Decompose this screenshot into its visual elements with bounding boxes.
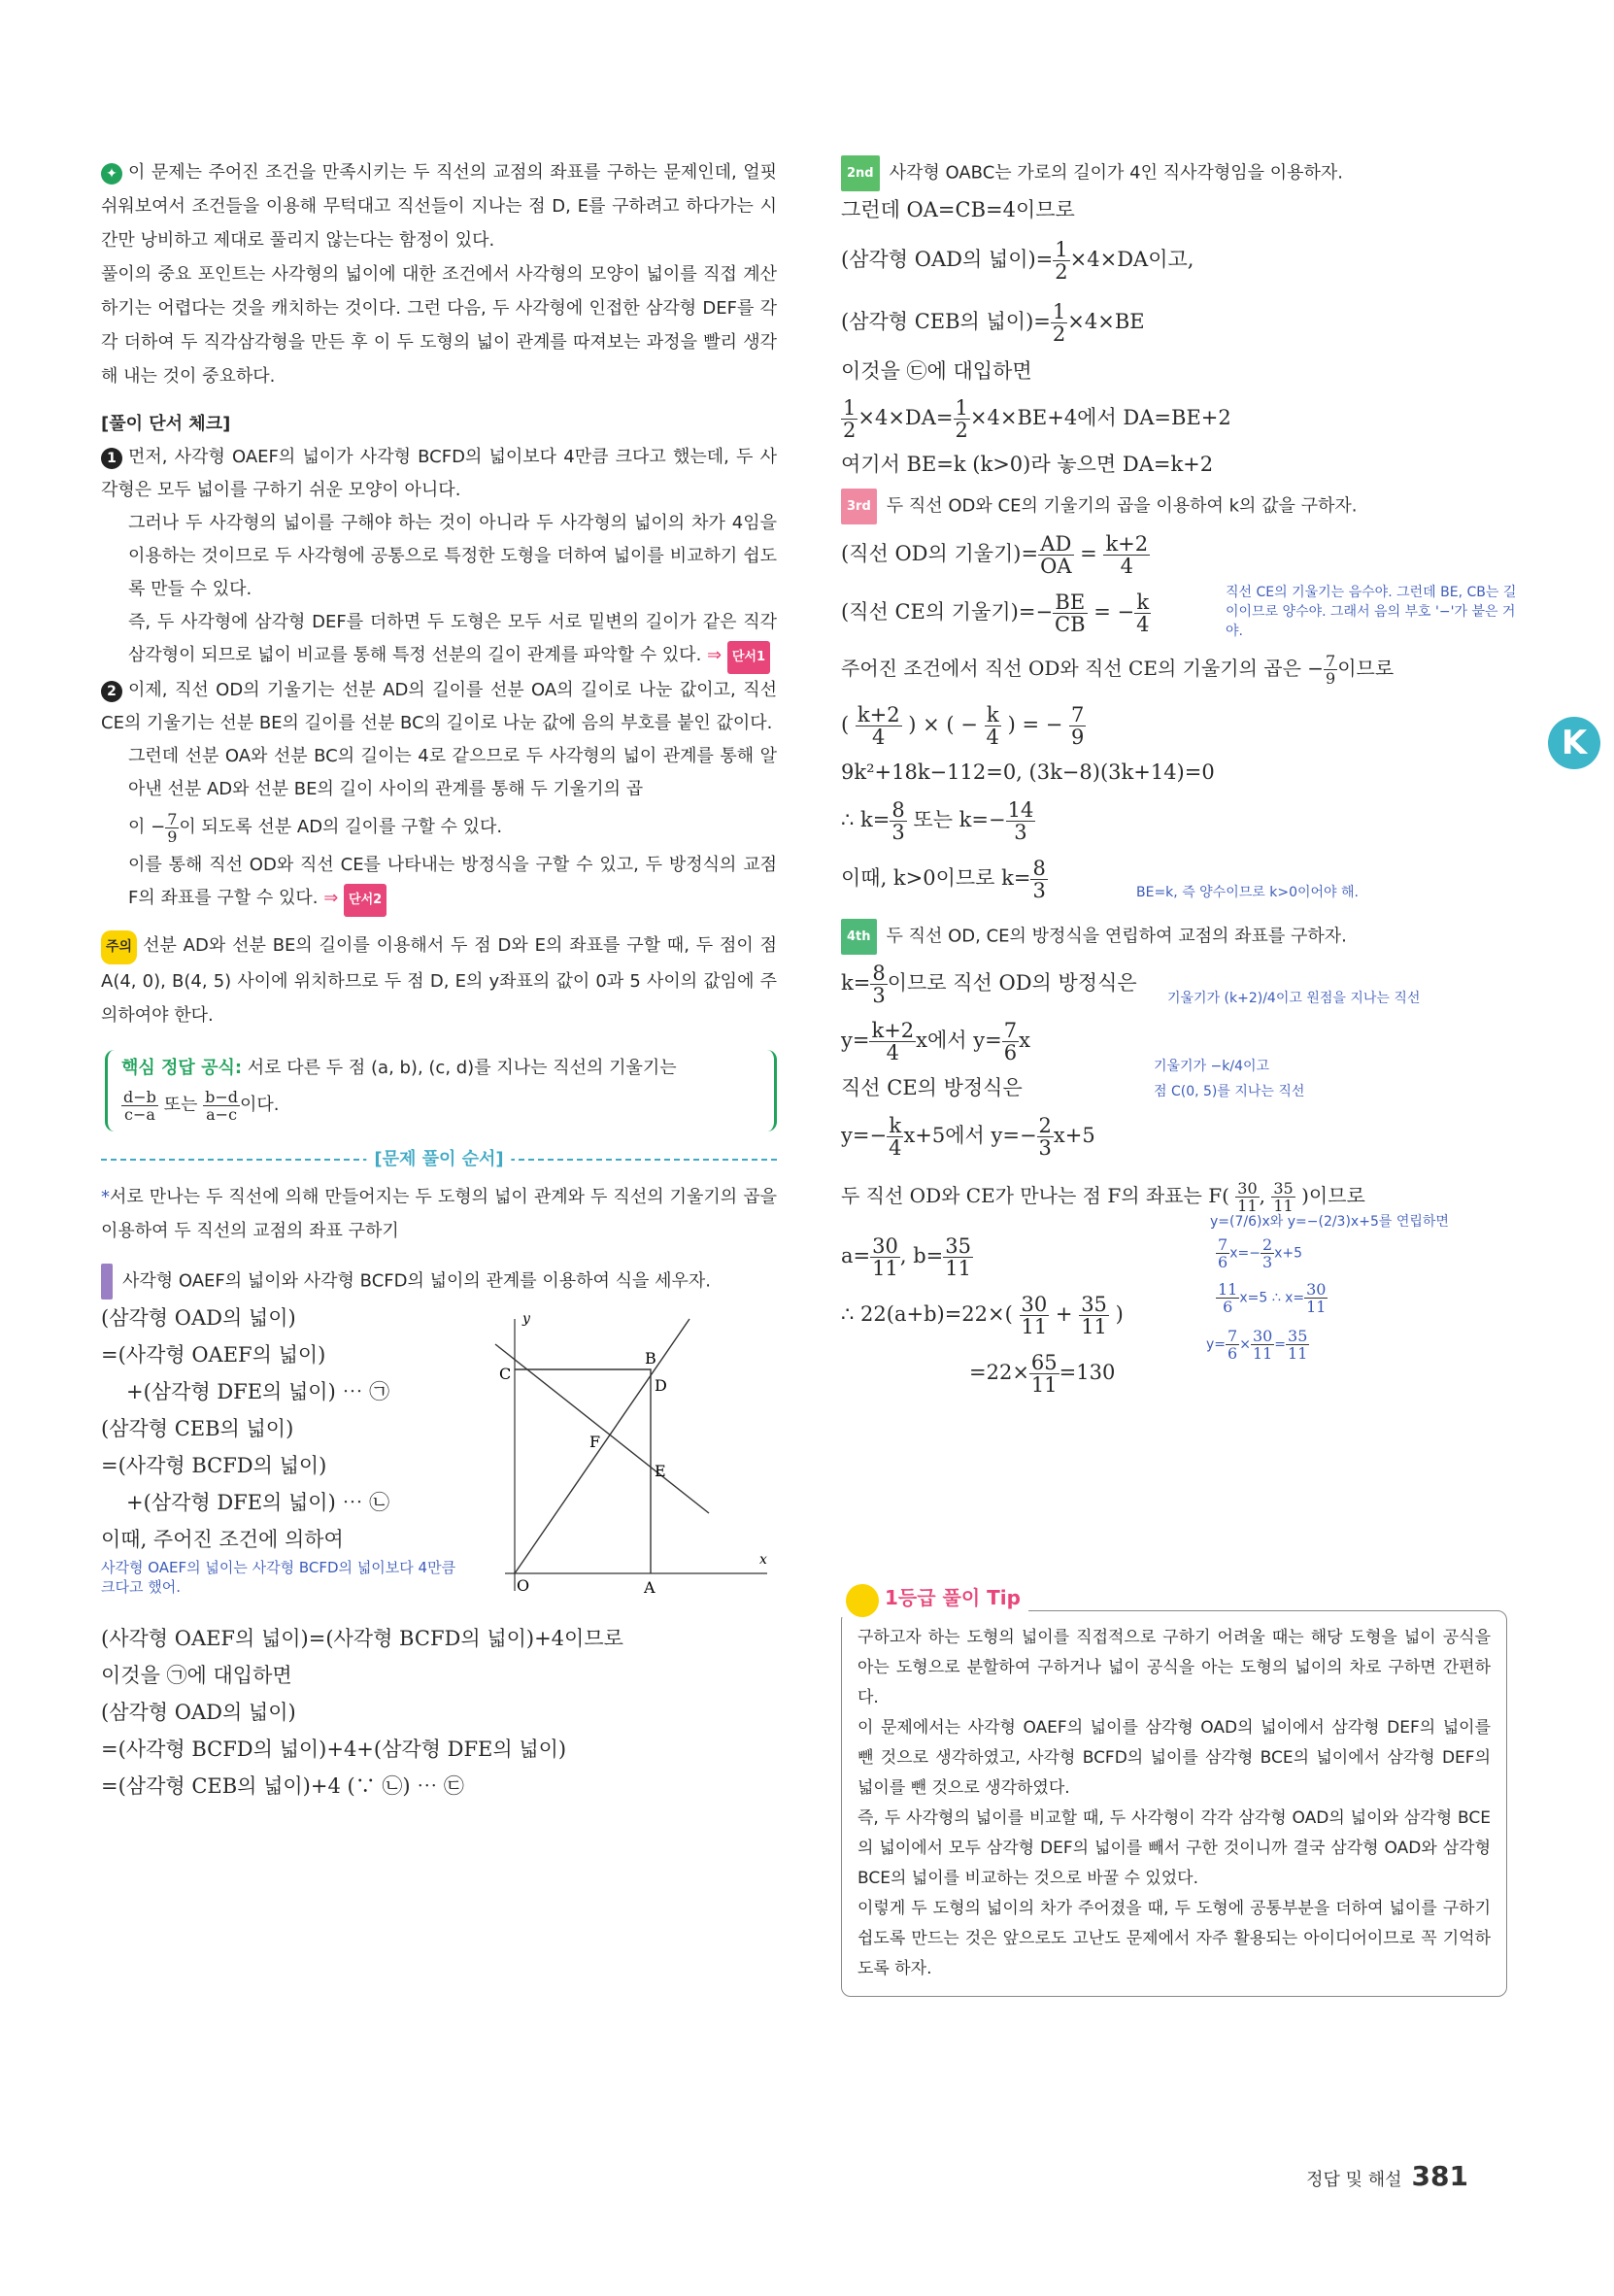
order-title: [문제 풀이 순서] <box>366 1145 511 1170</box>
intro-paragraph-2: 풀이의 중요 포인트는 사각형의 넓이에 대한 조건에서 사각형의 모양이 넓이를 직접 계산하기는 어렵다는 것을 캐치하는 것이다. 그런 다음, 두 사각형에 인접한 삼각형 DEF를 각각 더하여 두 직각삼각형을 만든 후 이 두 도형의 넓이 관계를 따져보는 과정을 빨리 생각해 내는 것이 중요하다. <box>101 264 777 387</box>
step3-note: 직선 CE의 기울기는 음수야. 그런데 BE, CB는 길이이므로 양수야. 그래서 음의 부호 '−'가 붙은 거야. <box>1226 585 1517 639</box>
step3-eq-4: 이때, k>0이므로 k= $\frac{8}{3}$ <box>841 857 1046 902</box>
y-label: y <box>522 1311 530 1327</box>
step1-line-9: 이것을 ㉠에 대입하면 <box>101 1664 292 1687</box>
point-f: F <box>589 1433 601 1451</box>
step1-line-2: =(사각형 OAEF의 넓이) <box>101 1343 326 1367</box>
line-od <box>515 1319 689 1573</box>
check-item-1a: 1 먼저, 사각형 OAEF의 넓이가 사각형 BCFD의 넓이보다 4만큼 크다고 했는데, 두 사각형은 모두 넓이를 구하기 쉬운 모양이 아니다. <box>101 447 777 500</box>
point-o: O <box>517 1576 530 1595</box>
step2-line-3: (삼각형 CEB의 넓이)= $\frac{1}{2}$ ×4×BE <box>841 300 1145 346</box>
point-a: A <box>644 1578 656 1597</box>
formula-fraction-1: $\frac{d-b}{c-a}$ <box>123 1087 156 1124</box>
formula-box: 핵심 정답 공식: 서로 다른 두 점 (a, b), (c, d)를 지나는 직선의 기울기는 $\frac{d-b}{c-a}$ 또는 $\frac{b-d}{a-c}$ 이다. <box>105 1050 777 1131</box>
step1-line-4: (삼각형 CEB의 넓이) <box>101 1417 294 1440</box>
tip-title: 1등급 풀이 Tip <box>885 1586 1021 1609</box>
step2-line-6: 여기서 BE=k (k>0)라 놓으면 DA=k+2 <box>841 453 1214 476</box>
clue-2-badge: 단서2 <box>344 884 387 917</box>
step1-line-6: +(삼각형 DFE의 넓이) ⋯ ㉡ <box>126 1491 390 1514</box>
step1-badge: 1st <box>101 1264 113 1300</box>
step2-line-1: 그런데 OA=CB=4이므로 <box>841 198 1075 221</box>
tip-header <box>838 1582 1028 1617</box>
x-label: x <box>759 1552 767 1568</box>
star-icon: ✦ <box>101 163 122 185</box>
tip-paragraph-4: 이렇게 두 도형의 넓이의 차가 주어졌을 때, 두 도형에 공통부분을 더하여 넓이를 구하기 쉽도록 만드는 것은 앞으로도 고난도 문제에서 자주 활용되는 아이디어이므로 꼭 기억하도록 하자. <box>857 1899 1491 1978</box>
tip-paragraph-1: 구하고자 하는 도형의 넓이를 직접적으로 구하기 어려울 때는 해당 도형을 넓이 공식을 아는 도형으로 분할하여 구하거나 넓이 공식을 아는 도형의 넓이의 차로 구하면 간편하다. <box>857 1628 1491 1707</box>
tip-paragraph-2: 이 문제에서는 사각형 OAEF의 넓이를 삼각형 OAD의 넓이에서 삼각형 DEF의 넓이를 뺀 것으로 생각하였고, 사각형 BCFD의 넓이를 삼각형 BCE의 넓이에서 삼각형 DEF의 넓이를 뺀 것으로 생각하였다. <box>857 1718 1491 1798</box>
step4-line-2: y= $\frac{k+2}{4}$ x에서 y= $\frac{7}{6}$ x <box>841 1019 1030 1064</box>
step4-sum-1: ∴ 22(a+b)=22×( $\frac{30}{11}$ + $\frac{35}{11}$ ) <box>841 1293 1124 1338</box>
footer-label: 정답 및 해설 <box>1306 2170 1402 2190</box>
tip-paragraph-3: 즉, 두 사각형의 넓이를 비교할 때, 두 사각형이 각각 삼각형 OAD의 넓이와 삼각형 BCE의 넓이에서 모두 삼각형 DEF의 넓이를 빼서 구한 것이니까 결국 삼각형 OAD와 삼각형 BCE의 넓이를 비교하는 것으로 바꿀 수 있었다. <box>857 1808 1491 1888</box>
step1-note: 사각형 OAEF의 넓이는 사각형 BCFD의 넓이보다 4만큼 크다고 했어. <box>101 1559 456 1596</box>
check-item-1c: 즉, 두 사각형에 삼각형 DEF를 더하면 두 도형은 모두 서로 밑변의 길이가 같은 직각삼각형이 되므로 넓이 비교를 통해 특정 선분의 길이 관계를 파악할 수 있다. ⇒ 단서1 <box>101 606 777 674</box>
step4-note-1: 기울기가 (k+2)/4이고 원점을 지나는 직선 <box>1167 991 1421 1006</box>
order-text: *서로 만나는 두 직선에 의해 만들어지는 두 도형의 넓이 관계와 두 직선의 기울기의 곱을 이용하여 두 직선의 교점의 좌표 구하기 <box>101 1187 777 1241</box>
step4-line-3: 직선 CE의 방정식은 <box>841 1076 1023 1099</box>
step1-line-8: (사각형 OAEF의 넓이)=(사각형 BCFD의 넓이)+4이므로 <box>101 1627 623 1650</box>
step3-eq-3: ∴ k= $\frac{8}{3}$ 또는 k=− $\frac{14}{3}$ <box>841 798 1034 844</box>
step4-line-4: y=− $\frac{k}{4}$ x+5에서 y=− $\frac{2}{3}$ x+5 <box>841 1114 1095 1160</box>
formula-fraction-2: $\frac{b-d}{a-c}$ <box>205 1087 239 1124</box>
step1-title: 1st 사각형 OAEF의 넓이와 사각형 BCFD의 넓이의 관계를 이용하여 식을 세우자. <box>101 1264 777 1300</box>
step4-line-1: k= $\frac{8}{3}$ 이므로 직선 OD의 방정식은 <box>841 962 1137 1007</box>
check-item-2a: 2 이제, 직선 OD의 기울기는 선분 AD의 길이를 선분 OA의 길이로 나눈 값이고, 직선 CE의 기울기는 선분 BE의 길이를 선분 BC의 길이로 나눈 값에 음의 부호를 붙인 값이다. <box>101 680 777 733</box>
check-item-2d: 이를 통해 직선 OD와 직선 CE를 나타내는 방정식을 구할 수 있고, 두 방정식의 교점 F의 좌표를 구할 수 있다. ⇒ 단서2 <box>101 849 777 917</box>
intro-paragraph-1: ✦ 이 문제는 주어진 조건을 만족시키는 두 직선의 교점의 좌표를 구하는 문제인데, 얼핏 쉬워보여서 조건들을 이용해 무턱대고 직선들이 지나는 점 D, E를 구하려고 하다가는 시간만 낭비하고 제대로 풀리지 않는다는 함정이 있다. <box>101 162 777 251</box>
step4-side-1: $\frac{7}{6}$ x=− $\frac{2}{3}$ x+5 <box>1218 1235 1303 1271</box>
step2-badge: 2nd <box>841 155 880 191</box>
step1-line-10: (삼각형 OAD의 넓이) <box>101 1701 296 1724</box>
point-d: D <box>655 1376 667 1395</box>
step4-ab: a= $\frac{30}{11}$ , b= $\frac{35}{11}$ <box>841 1234 971 1280</box>
number-1-icon: 1 <box>101 448 122 469</box>
page-number: 381 <box>1411 2160 1468 2192</box>
step1-line-11: =(사각형 BCFD의 넓이)+4+(삼각형 DFE의 넓이) <box>101 1738 567 1761</box>
coordinate-graph <box>486 1309 777 1601</box>
step3-note-2: BE=k, 즉 양수이므로 k>0이어야 해. <box>1136 885 1359 900</box>
clue-1-badge: 단서1 <box>727 641 770 674</box>
check-item-2b: 그런데 선분 OA와 선분 BC의 길이는 4로 같으므로 두 사각형의 넓이 관계를 통해 알아낸 선분 AD와 선분 BE의 길이 사이의 관계를 통해 두 기울기의 곱 <box>128 746 777 799</box>
caution-label: 주의 <box>101 930 137 964</box>
step4-side-2: $\frac{11}{6}$ x=5 ∴ x= $\frac{30}{11}$ <box>1218 1280 1327 1316</box>
step2-line-4: 이것을 ㉢에 대입하면 <box>841 359 1032 383</box>
tip-box <box>841 1586 1507 1997</box>
step3-condition: 주어진 조건에서 직선 OD와 직선 CE의 기울기의 곱은 − $\frac{7}{9}$ 이므로 <box>841 652 1395 688</box>
right-column <box>841 155 1521 1401</box>
step4-note-2a: 기울기가 −k/4이고 <box>1154 1059 1270 1074</box>
step1-line-12: =(삼각형 CEB의 넓이)+4 (∵ ㉡) ⋯ ㉢ <box>101 1774 464 1798</box>
formula-text: 서로 다른 두 점 (a, b), (c, d)를 지나는 직선의 기울기는 <box>247 1058 677 1078</box>
step4-badge: 4th <box>841 919 877 955</box>
step4-note-3: y=(7/6)x와 y=−(2/3)x+5를 연립하면 <box>1210 1214 1449 1230</box>
step4-side-3: y= $\frac{7}{6}$ × $\frac{30}{11}$ = $\frac{35}{11}$ <box>1206 1327 1308 1363</box>
step1-line-1: (삼각형 OAD의 넓이) <box>101 1306 296 1330</box>
step3-eq-1: ( $\frac{k+2}{4}$ ) × ( − $\frac{k}{4}$ ) = − $\frac{7}{9}$ <box>841 703 1085 749</box>
step4-note-2b: 점 C(0, 5)를 지나는 직선 <box>1154 1084 1305 1099</box>
step3-badge: 3rd <box>841 489 877 524</box>
step4-sum-2: =22× $\frac{65}{11}$ =130 <box>969 1351 1116 1397</box>
step1-line-3: +(삼각형 DFE의 넓이) ⋯ ㉠ <box>126 1380 390 1403</box>
caution-note: 주의 선분 AD와 선분 BE의 길이를 이용해서 두 점 D와 E의 좌표를 구할 때, 두 점이 점 A(4, 0), B(4, 5) 사이에 위치하므로 두 점 D, E의 y좌표의 값이 0과 5 사이의 값임에 주의하여야 한다. <box>101 929 777 1032</box>
point-b: B <box>645 1349 656 1367</box>
bee-icon <box>846 1584 879 1617</box>
step4-line-5: 두 직선 OD와 CE가 만나는 점 F의 좌표는 F( $\frac{30}{11}$ , $\frac{35}{11}$ )이므로 <box>841 1179 1365 1215</box>
point-e: E <box>655 1462 666 1480</box>
step2-line-2: (삼각형 OAD의 넓이)= $\frac{1}{2}$ ×4×DA이고, <box>841 238 1194 284</box>
left-column <box>58 155 777 1805</box>
step1-line-5: =(사각형 BCFD의 넓이) <box>101 1454 327 1477</box>
order-divider <box>101 1145 777 1174</box>
check-item-2c: 이 − $\frac{7}{9}$ 이 되도록 선분 AD의 길이를 구할 수 있다. <box>128 809 503 846</box>
step1-body <box>101 1300 777 1620</box>
number-2-icon: 2 <box>101 681 122 702</box>
point-c: C <box>499 1365 512 1383</box>
section-tab-k[interactable]: K <box>1548 717 1600 769</box>
step3-title: 3rd 두 직선 OD와 CE의 기울기의 곱을 이용하여 k의 값을 구하자. <box>841 489 1521 524</box>
formula-label: 핵심 정답 공식: <box>121 1058 243 1078</box>
step3-eq-2: 9k²+18k−112=0, (3k−8)(3k+14)=0 <box>841 760 1215 784</box>
step2-title: 2nd 사각형 OABC는 가로의 길이가 4인 직사각형임을 이용하자. <box>841 155 1521 191</box>
step3-ce-slope: (직선 CE의 기울기)=− $\frac{BE}{CB}$ = − $\frac{k}{4}$ <box>841 591 1150 636</box>
step4-title: 4th 두 직선 OD, CE의 방정식을 연립하여 교점의 좌표를 구하자. <box>841 919 1521 955</box>
step1-line-7: 이때, 주어진 조건에 의하여 <box>101 1528 344 1551</box>
check-title: [풀이 단서 체크] <box>101 414 231 434</box>
check-item-1b: 그러나 두 사각형의 넓이를 구해야 하는 것이 아니라 두 사각형의 넓이의 차가 4임을 이용하는 것이므로 두 사각형에 공통으로 특정한 도형을 더하여 넓이를 비교하기 쉽도록 만들 수 있다. <box>128 513 777 599</box>
page-footer <box>1306 2160 1468 2192</box>
step3-od-slope: (직선 OD의 기울기)= $\frac{AD}{OA}$ = $\frac{k+2}{4}$ <box>841 532 1149 578</box>
step2-line-5: $\frac{1}{2}$ ×4×DA= $\frac{1}{2}$ ×4×BE+4에서 DA=BE+2 <box>843 396 1231 442</box>
fraction-7-9: $\frac{7}{9}$ <box>167 809 178 846</box>
